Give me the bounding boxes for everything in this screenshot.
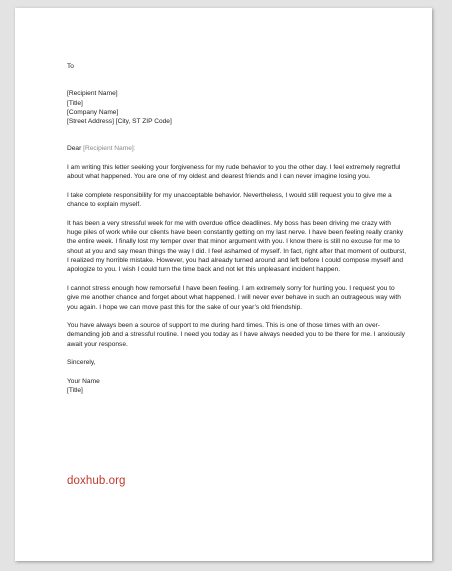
salutation [67,144,407,153]
closing: Sincerely, [67,359,96,367]
signature-block [67,377,407,396]
spacer [67,182,407,191]
to-label: To [67,63,74,70]
paragraph-2: I take complete responsibility for my unacceptable behavior. Nevertheless, I would still request you to give me a chance to explain myself. [67,191,392,209]
site-watermark: doxhub.org [67,475,126,487]
paragraph-5: You have always been a source of support to me during hard times. This is one of those times with an over-demanding job and a stressful routine. I need you today as I have always needed you to be there for me. I anxiously await your response. [67,322,405,348]
recipient-name: [Recipient Name] [67,90,118,98]
spacer [67,126,407,144]
spacer [67,349,407,358]
paragraph-4: I cannot stress enough how remorseful I have been feeling. I am extremely sorry for hurting you. I request you to give me another chance and forget about what happened. I will never ever behave in such an outrageous way with you again. I hope we can move past this for the sake of our year’s old friendship. [67,284,401,311]
spacer [67,368,407,377]
recipient-title: [Title] [67,99,83,107]
salutation-prefix: Dear [67,145,82,153]
spacer [67,210,407,219]
spacer [67,154,407,163]
recipient-address: [Street Address] [City, ST ZIP Code] [67,118,172,126]
letter-body [67,62,407,396]
signature-name: Your Name [67,377,100,385]
spacer [67,312,407,321]
salutation-recipient: [Recipient Name]: [83,145,136,153]
paragraph-3: It has been a very stressful week for me with overdue office deadlines. My boss has been driving me crazy with huge piles of work while our clients have been constantly getting on my last nerve. I have been feeling really cranky the entire week. I finally lost my temper over that minor argument with you. I know there is still no excuse for me to shout at you and say mean things the way I did. I feel ashamed of myself. In fact, right after that moment of outburst, I realized my horrible mistake. However, you had already turned around and left before I could compose myself and apologize to you. I wish I could turn the time back and not let this unpleasant incident happen. [67,219,407,274]
signature-title: [Title] [67,387,83,395]
paragraph-1: I am writing this letter seeking your forgiveness for my rude behavior to you the other day. I feel extremely regretful about what happened. You are one of my oldest and dearest friends and I can never imagine losing you. [67,164,401,181]
recipient-block [67,89,407,126]
recipient-company: [Company Name] [67,108,119,116]
document-page [15,8,432,561]
spacer [67,71,407,89]
spacer [67,275,407,284]
